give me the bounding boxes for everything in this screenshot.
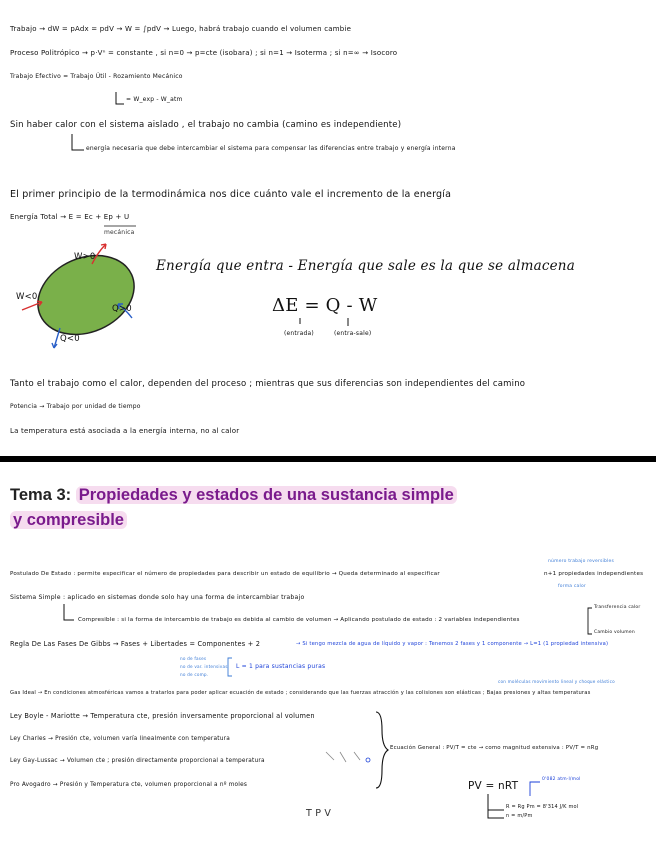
postulado-note1: número trabajo reversibles	[548, 559, 615, 564]
primer-principio-line: El primer principio de la termodinámica nos dice cuánto vale el incremento de la energía	[10, 189, 452, 200]
tanto-line: Tanto el trabajo como el calor, dependen del proceso ; mientras que sus diferencias son independientes del camino	[10, 379, 526, 389]
delta-q-note: (entrada)	[284, 330, 314, 337]
tema-title-line2: y compresible	[10, 511, 127, 529]
regla-line: Regla De Las Fases De Gibbs → Fases + Libertades = Componentes + 2	[10, 640, 261, 648]
energia-total-line: Energía Total → E = Ec + Ep + U	[10, 213, 130, 221]
tema-title-line1: Propiedades y estados de una sustancia simple	[76, 486, 457, 504]
ley-charles-line: Ley Charles → Presión cte, volumen varía linealmente con temperatura	[10, 736, 230, 742]
delta-e-equation: ΔE = Q - W	[272, 295, 378, 316]
proceso-politropico-line: Proceso Politrópico → p·Vⁿ = constante , si n=0 → p=cte (isobara) ; si n=1 → Isoterma ; si n=∞ → Isocoro	[10, 49, 398, 57]
compresible-note2: Cambio volumen	[594, 630, 635, 635]
compresible-bracket	[588, 608, 592, 634]
ley-boyle-line: Ley Boyle - Mariotte → Temperatura cte, presión inversamente proporcional al volumen	[10, 712, 315, 720]
gay-sketch-dot	[366, 758, 370, 762]
postulado-n: n+1 propiedades independientes	[544, 571, 644, 577]
gas-ideal-note: con moléculas movimiento lineal y choque elástico	[498, 679, 615, 684]
w-negative-label: W<0	[16, 292, 38, 302]
sistema-simple-line: Sistema Simple : aplicado en sistemas donde solo hay una forma de intercambiar trabajo	[10, 594, 305, 601]
trabajo-line: Trabajo → dW = pAdx = pdV → W = ∫pdV → Luego, habrá trabajo cuando el volumen cambie	[10, 25, 352, 33]
energia-total-sub: mecánica	[104, 229, 135, 236]
tpv-text: T P V	[306, 808, 332, 819]
q-negative-label: Q<0	[60, 334, 80, 344]
postulado-note2: forma calor	[558, 584, 586, 589]
regla-l-line: L = 1 para sustancias puras	[236, 663, 326, 670]
r-value-note: 0'082 atm·l/mol	[542, 777, 581, 782]
trabajo-efectivo-line: Trabajo Efectivo = Trabajo Útil - Rozamiento Mecánico	[10, 73, 183, 80]
sin-haber-line: Sin haber calor con el sistema aislado , el trabajo no cambia (camino es independiente)	[10, 120, 402, 130]
delta-w-note: (entra-sale)	[334, 330, 372, 337]
regla-note-componentes: no de comp.	[180, 672, 209, 677]
regla-blue-line: → Si tengo mezcla de agua de líquido y vapor : Tenemos 2 fases y 1 componente → L=1 (1 propiedad intensiva)	[296, 641, 609, 647]
regla-note-fases: no de fases	[180, 656, 207, 661]
q-positive-label: Q>0	[112, 304, 132, 314]
ecuacion-general-line: Ecuación General : PV/T = cte → como magnitud extensiva : PV/T = nRg	[390, 745, 599, 751]
n-line: n = m/Pm	[506, 813, 533, 819]
potencia-line: Potencia → Trabajo por unidad de tiempo	[10, 403, 141, 410]
compresible-line: Compresible : si la forma de intercambio de trabajo es debida al cambio de volumen → Aplicando postulado de estado : 2 variables independientes	[78, 617, 520, 623]
regla-bracket	[228, 658, 232, 676]
r-note-hook	[530, 782, 540, 796]
ley-gay-lussac-line: Ley Gay-Lussac → Volumen cte ; presión directamente proporcional a temperatura	[10, 758, 265, 764]
energia-entra-line: Energía que entra - Energía que sale es la que se almacena	[156, 258, 575, 274]
compresible-note1: Transferencia calor	[594, 605, 641, 610]
r-line: R = Rg Pm = 8'314 J/K mol	[506, 804, 579, 810]
gas-ideal-line: Gas Ideal → En condiciones atmosféricas vamos a tratarlos para poder aplicar ecuación de estado ; considerando que las fuerzas atracción y las colisiones son elásticas ; Bajas presiones y altas temperaturas	[10, 690, 591, 696]
compresible-hook	[64, 604, 74, 620]
w-positive-label: W>0	[74, 252, 96, 262]
energia-necesaria-line: energía necesaria que debe intercambiar el sistema para compensar las diferencias entre trabajo y energía interna	[86, 145, 456, 152]
postulado-line: Postulado De Estado : permite especificar el número de propiedades para describir un estado de equilibrio → Queda determinado al especificar	[10, 571, 440, 577]
trabajo-efectivo-sub: = W_exp - W_atm	[126, 96, 183, 103]
pv-hook	[488, 794, 504, 818]
tema-prefix: Tema 3:	[10, 486, 72, 504]
pv-nrt-equation: PV = nRT	[468, 780, 519, 792]
gay-sketch	[326, 752, 360, 762]
regla-note-libertades: no de var. intensivas	[180, 664, 228, 669]
leyes-brace	[376, 712, 388, 788]
ley-avogadro-line: Pro Avogadro → Presión y Temperatura cte, volumen proporcional a nº moles	[10, 782, 248, 788]
temperatura-line: La temperatura está asociada a la energía interna, no al calor	[10, 427, 240, 435]
